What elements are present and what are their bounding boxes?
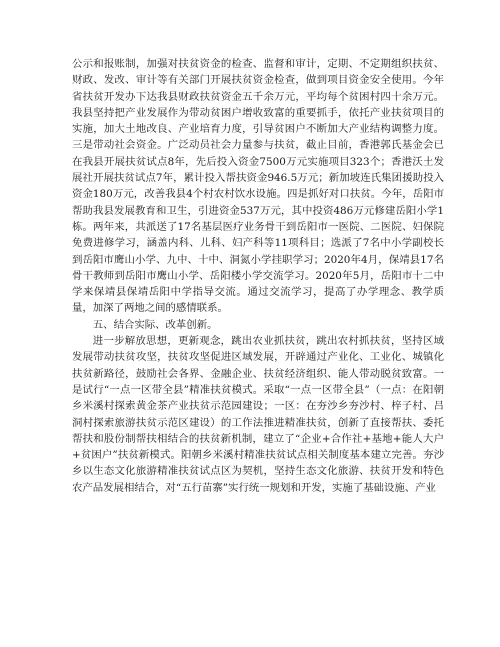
document-body [72, 56, 444, 496]
paragraph-body: 进一步解放思想，更新观念，跳出农业抓扶贫，跳出农村抓扶贫，坚持区域发展带动扶贫攻坚，扶贫攻坚促进区域发展，开辟通过产业化、工业化、城镇化扶贫新路径，鼓励社会各界、金融企业、扶贫经济组织、能人带动脱贫致富。一是试行“一点一区带全县”精准扶贫模式。采取“一点一区带全县”（一点：在阳朝乡米溪村探索黄金茶产业扶贫示范园建设；一区：在夯沙乡夯沙村、梓子村、吕洞村探索旅游扶贫示范区建设）的工作法推进精准扶贫，创新了直接帮扶、委托帮扶和股份制帮扶相结合的扶贫新机制，建立了“企业+合作社+基地+能人大户+贫困户”扶贫新模式。阳朝乡米溪村精准扶贫试点相关制度基本建立完善。夯沙乡以生态文化旅游精准扶贫试点区为契机，坚持生态文化旅游、扶贫开发和特色农产品发展相结合，对“五行苗寨”实行统一规划和开发，实施了基础设施、产业 [72, 335, 444, 494]
paragraph-continuation: 公示和报账制，加强对扶贫资金的检查、监督和审计，定期、不定期组织扶贫、财政、发改、审计等有关部门开展扶贫资金检查，做到项目资金安全使用。今年省扶贫开发办下达我县财政扶贫资金五千余万元，平均每个贫困村四十余万元。我县坚持把产业发展作为带动贫困户增收致富的重要抓手，依托产业扶贫项目的实施，加大土地改良、产业培育力度，引导贫困户不断加大产业结构调整力度。三是带动社会资金。广泛动员社会力量参与扶贫，截止目前，香港郭氏基金会已在我县开展扶贫试点8年，先后投入资金7500万元实施项目323个；香港沃土发展社开展扶贫试点7年，累计投入帮扶资金946.5万元；新加坡连氏集团援助投入资金180万元，改善我县4个村农村饮水设施。四是抓好对口扶贫。今年，岳阳市帮助我县发展教育和卫生，引进资金537万元，其中投资486万元修建岳阳小学1栋。两年来，共派送了17名基层医疗业务骨干到岳阳市一医院、二医院、妇保院免费进修学习，涵盖内科、儿科、妇产科等11项科目；选派了7名中小学副校长到岳阳市鹰山小学、九中、十中、洞氮小学挂职学习；2020年4月，保靖县17名骨干教师到岳阳市鹰山小学、岳阳楼小学交流学习。2020年5月，岳阳市十二中学来保靖县保靖岳阳中学指导交流。通过交流学习，提高了办学理念、教学质量，加深了两地之间的感情联系。 [72, 58, 444, 315]
section-heading: 五、结合实际、改革创新。 [92, 318, 218, 331]
